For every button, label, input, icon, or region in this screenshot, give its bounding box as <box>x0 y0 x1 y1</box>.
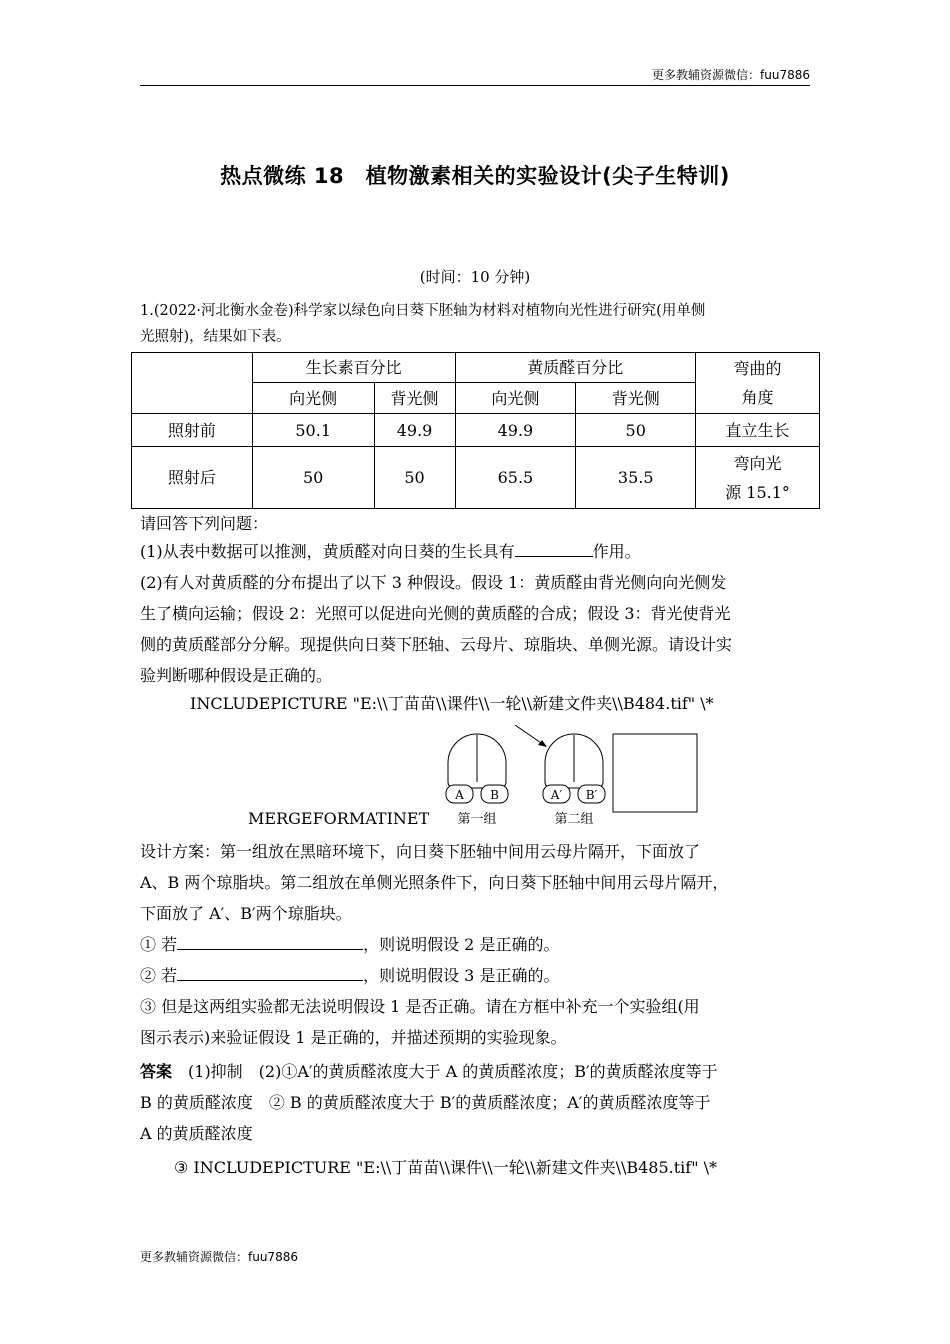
design-line3: 下面放了 A′、B′两个琼脂块。 <box>140 904 352 923</box>
experiment-figure <box>440 725 710 830</box>
answer-blank[interactable] <box>515 540 593 557</box>
label-a: A <box>455 788 464 802</box>
table-header-angle-line1: 弯曲的 <box>733 359 782 378</box>
label-b-prime: B′ <box>585 788 598 802</box>
q1-intro-line2: 光照射)，结果如下表。 <box>140 329 291 345</box>
table-sub-back-growth: 背光侧 <box>374 383 455 414</box>
header-rule <box>140 85 810 86</box>
q1-sub2-line4: 验判断哪种假设是正确的。 <box>140 666 333 685</box>
table-cell-line1: 弯向光 <box>733 453 782 473</box>
condition-3-line1: ③ 但是这两组实验都无法说明假设 1 是否正确。请在方框中补充一个实验组(用 <box>140 997 700 1016</box>
q1-sub1-tail: 作用。 <box>592 542 641 561</box>
condition-1-lead: ① 若 <box>140 935 178 954</box>
table-cell: 49.9 <box>455 414 576 447</box>
q1-sub2-line3: 侧的黄质醛部分分解。现提供向日葵下胚轴、云母片、琼脂块、单侧光源。请设计实 <box>140 635 733 654</box>
table-row <box>132 447 820 509</box>
q1-intro-line1: 1.(2022·河北衡水金卷)科学家以绿色向日葵下胚轴为材料对植物向光性进行研究(用单侧 <box>140 303 706 319</box>
table-sub-light-growth: 向光侧 <box>252 383 374 414</box>
table-header-growth: 生长素百分比 <box>252 353 455 383</box>
condition-2-tail: ，则说明假设 3 是正确的。 <box>363 966 560 985</box>
table-cell: 49.9 <box>374 414 455 447</box>
table-corner-cell <box>132 353 253 414</box>
q1-sub2-line2: 生了横向运输；假设 2：光照可以促进向光侧的黄质醛的合成；假设 3：背光使背光 <box>140 604 731 623</box>
table-header-angle <box>696 353 820 414</box>
table-cell: 50 <box>252 447 374 509</box>
table-cell: 50 <box>374 447 455 509</box>
q1-sub1-text: (1)从表中数据可以推测，黄质醛对向日葵的生长具有 <box>140 542 515 561</box>
light-arrow-head-icon <box>538 740 547 747</box>
table-cell: 50.1 <box>252 414 374 447</box>
table-cell: 50 <box>576 414 696 447</box>
table-row <box>132 414 820 447</box>
results-table <box>131 352 820 509</box>
q1-prompt: 请回答下列问题： <box>140 514 269 533</box>
table-cell <box>696 447 820 509</box>
answer-line1 <box>140 1056 812 1087</box>
answer-label: 答案 <box>140 1062 173 1081</box>
table-sub-light-xanthoxin: 向光侧 <box>455 383 576 414</box>
answer-line1-text: (1)抑制 (2)①A′的黄质醛浓度大于 A 的黄质醛浓度；B′的黄质醛浓度等于 <box>172 1062 718 1081</box>
design-line1: 设计方案：第一组放在黑暗环境下，向日葵下胚轴中间用云母片隔开，下面放了 <box>140 842 701 861</box>
condition-2 <box>140 960 812 991</box>
table-header-angle-line2: 角度 <box>741 388 774 407</box>
table-cell: 35.5 <box>576 447 696 509</box>
answer-drawing-box[interactable] <box>613 734 697 812</box>
condition-1-tail: ，则说明假设 2 是正确的。 <box>363 935 560 954</box>
table-header-xanthoxin: 黄质醛百分比 <box>455 353 696 383</box>
label-b: B <box>490 788 499 802</box>
header-watermark: 更多教辅资源微信：fuu7886 <box>652 68 810 82</box>
table-sub-back-xanthoxin: 背光侧 <box>576 383 696 414</box>
answer-blank[interactable] <box>177 933 363 950</box>
table-row-label: 照射后 <box>132 447 253 509</box>
answer-line3: A 的黄质醛浓度 <box>140 1124 253 1143</box>
footer-watermark: 更多教辅资源微信：fuu7886 <box>140 1250 298 1264</box>
group2-label: 第二组 <box>554 812 594 827</box>
table-cell-line2: 源 15.1° <box>725 482 790 502</box>
condition-1 <box>140 929 812 960</box>
light-arrow-icon <box>515 725 544 745</box>
time-limit: (时间：10 分钟) <box>419 268 531 286</box>
q1-sub2-line1: (2)有人对黄质醛的分布提出了以下 3 种假设。假设 1：黄质醛由背光侧向向光侧发 <box>140 573 727 592</box>
q1-sub1 <box>140 536 812 567</box>
table-cell: 直立生长 <box>696 414 820 447</box>
condition-3-line2: 图示表示)来验证假设 1 是正确的，并描述预期的实验现象。 <box>140 1028 567 1047</box>
includepicture-field-1: INCLUDEPICTURE "E:\\丁苗苗\\课件\\一轮\\新建文件夹\\B484.tif" \* <box>190 694 714 713</box>
answer-line4: ③ INCLUDEPICTURE "E:\\丁苗苗\\课件\\一轮\\新建文件夹\\B485.tif" \* <box>174 1158 718 1177</box>
answer-blank[interactable] <box>177 964 363 981</box>
design-line2: A、B 两个琼脂块。第二组放在单侧光照条件下，向日葵下胚轴中间用云母片隔开， <box>140 873 729 892</box>
answer-line2: B 的黄质醛浓度 ② B 的黄质醛浓度大于 B′的黄质醛浓度；A′的黄质醛浓度等于 <box>140 1093 711 1112</box>
table-cell: 65.5 <box>455 447 576 509</box>
mergeformat-field: MERGEFORMATINET <box>248 809 430 828</box>
page-title: 热点微练 18 植物激素相关的实验设计(尖子生特训) <box>220 164 730 188</box>
group1-label: 第一组 <box>457 812 497 827</box>
condition-2-lead: ② 若 <box>140 966 178 985</box>
label-a-prime: A′ <box>550 788 563 802</box>
table-row-label: 照射前 <box>132 414 253 447</box>
